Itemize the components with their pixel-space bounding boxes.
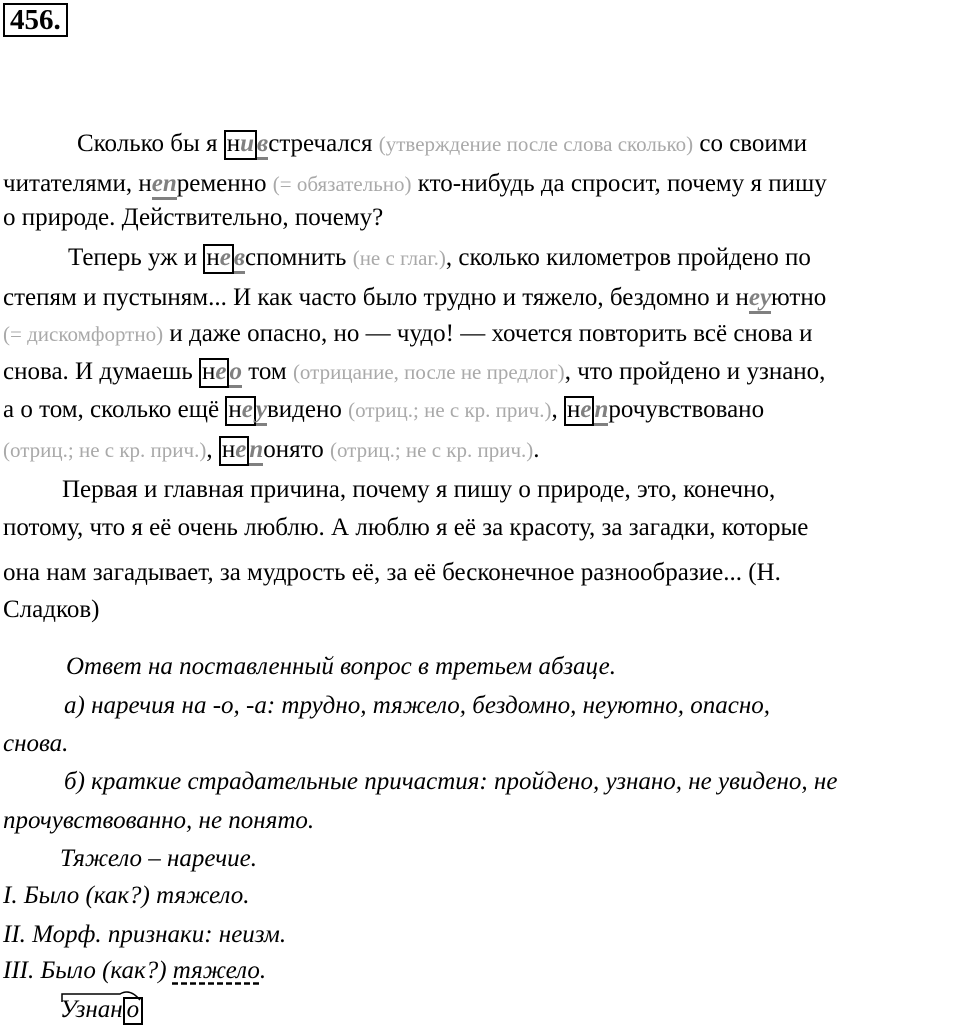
text-line [3, 318, 813, 350]
text-fragment: Сколько бы я [77, 130, 224, 157]
text-fragment: со своими [693, 130, 807, 157]
text-fragment: а о том, сколько ещё [3, 396, 226, 423]
morphemic-parse [60, 994, 143, 1026]
prefix-box [224, 130, 257, 160]
answer-line: прочувствованно, не понято. [3, 807, 315, 834]
text-fragment: , [206, 436, 219, 463]
inserted-letter: е [580, 396, 592, 423]
box-letter: н [228, 396, 242, 423]
box-letter: н [206, 244, 220, 271]
text-line: Первая и главная причина, почему я пишу о природе, это, конечно, [62, 476, 776, 503]
text-line [3, 434, 540, 466]
text-line: потому, что я её очень люблю. А люблю я её за красоту, за загадки, которые [3, 514, 809, 541]
inserted-letter: е [235, 436, 247, 463]
text-fragment: видено [267, 396, 349, 423]
text-fragment: рочувствовано [608, 396, 765, 423]
inserted-letter: е [219, 244, 231, 271]
text-fragment: стречался [268, 130, 379, 157]
text-fragment: ютно [771, 284, 827, 311]
inserted-letter: в [257, 130, 268, 160]
text-fragment: , [551, 396, 564, 423]
grammar-note: (утверждение после слова сколько) [378, 132, 694, 156]
answer-line: Тяжело – наречие. [60, 845, 257, 872]
text-fragment: . [259, 957, 267, 984]
stem-text: Узнан [60, 996, 123, 1023]
text-line: Сладков) [3, 596, 100, 623]
text-fragment: том [241, 358, 293, 385]
text-fragment: , сколько километров пройдено по [445, 244, 811, 271]
answer-line: а) наречия на -о, -а: трудно, тяжело, бездомно, неуютно, опасно, [64, 692, 771, 719]
inserted-letter: у [256, 396, 267, 426]
inserted-letter: о [229, 358, 242, 388]
box-letter: н [226, 130, 241, 157]
prefix-box [203, 244, 234, 274]
grammar-note: (= обязательно) [272, 172, 412, 196]
inserted-letter: и [240, 130, 255, 157]
text-fragment: спомнить [245, 244, 353, 271]
grammar-note: (отриц.; не с кр. прич.) [329, 438, 534, 462]
answer-line: I. Было (как?) тяжело. [3, 882, 250, 909]
text-fragment: и даже опасно, но — чудо! — хочется повторить всё снова и [163, 320, 813, 347]
text-fragment: читателями, н [3, 170, 152, 197]
prefix-box [219, 436, 250, 466]
answer-line: снова. [3, 730, 69, 757]
text-line [3, 394, 764, 426]
root-arc-icon [60, 990, 150, 1004]
inserted-letter: в [234, 244, 245, 274]
inserted-letter: е [241, 396, 253, 423]
text-fragment: снова. И думаешь [3, 358, 199, 385]
grammar-note: (отрицание, после не предлог) [292, 360, 565, 384]
word-stem [60, 994, 123, 1026]
text-fragment: , что пройдено и узнано, [564, 358, 826, 385]
answer-line: б) краткие страдательные причастия: пройдено, узнано, не увидено, не [64, 768, 838, 795]
text-fragment: ременно [176, 170, 273, 197]
box-letter: н [201, 358, 216, 385]
inserted-letter: еп [152, 170, 177, 200]
text-line [77, 128, 807, 160]
answer-line [3, 955, 266, 987]
text-fragment: кто-нибудь да спросит, почему я пишу [411, 170, 827, 197]
text-line [3, 356, 825, 388]
inserted-letter: п [594, 396, 608, 426]
answer-line: II. Морф. признаки: неизм. [3, 921, 287, 948]
exercise-number: 456. [3, 3, 68, 37]
grammar-note: (не с глаг.) [352, 246, 446, 270]
inserted-letter: еу [749, 284, 771, 314]
text-fragment: . [533, 436, 540, 463]
text-line [68, 242, 811, 274]
text-fragment: степям и пустыням... И как часто было трудно и тяжело, бездомно и н [3, 284, 749, 311]
prefix-box [564, 396, 595, 426]
prefix-box [225, 396, 256, 426]
inserted-letter: п [249, 436, 263, 466]
inserted-letter: е [215, 358, 227, 385]
box-letter: н [566, 396, 581, 423]
text-fragment: III. Было (как?) [3, 957, 173, 984]
text-fragment: Теперь уж и [68, 244, 204, 271]
text-fragment: онято [263, 436, 330, 463]
ending-box: о [123, 997, 144, 1025]
answer-line: Ответ на поставленный вопрос в третьем абзаце. [66, 653, 616, 680]
box-letter: н [221, 436, 236, 463]
grammar-note: (отриц.; не с кр. прич.) [348, 398, 552, 422]
text-line [3, 168, 827, 200]
grammar-note: (= дискомфортно) [3, 322, 164, 346]
grammar-note: (отриц.; не с кр. прич.) [3, 438, 207, 462]
text-line: о природе. Действительно, почему? [3, 204, 384, 231]
adverbial-word: тяжело [172, 957, 260, 984]
text-line [3, 282, 826, 314]
text-line: она нам загадывает, за мудрость её, за её бесконечное разнообразие... (Н. [3, 559, 781, 586]
prefix-box [199, 358, 230, 388]
